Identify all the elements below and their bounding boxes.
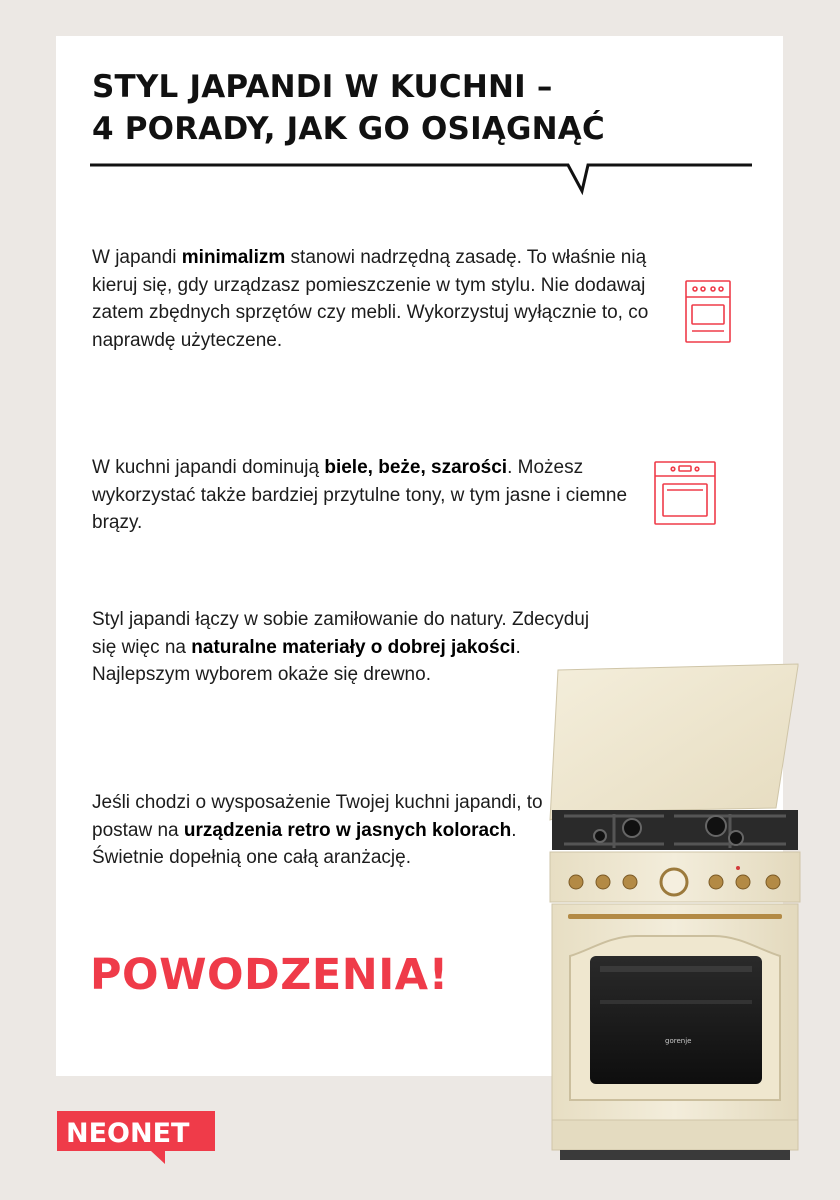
title-line-2: 4 PORADY, JAK GO OSIĄGNĄĆ	[92, 111, 605, 147]
stove-icon	[683, 279, 733, 345]
neonet-logo-text: NEONET	[66, 1118, 190, 1149]
svg-text:gorenje: gorenje	[665, 1037, 692, 1045]
good-luck-heading: POWODZENIA!	[90, 950, 449, 1000]
tip-retro-appliances: Jeśli chodzi o wysposażenie Twojej kuchni japandi, to postaw na urządzenia retro w jasnych kolorach. Świetnie dopełnią one całą aranżację.	[92, 792, 543, 868]
oven-icon	[653, 460, 717, 526]
tip-colors: W kuchni japandi dominują biele, beże, szarości. Możesz wykorzystać także bardziej przytulne tony, w tym jasne i ciemne brązy.	[92, 457, 628, 533]
speech-bubble-underline	[90, 145, 754, 201]
retro-cooker-image	[540, 660, 802, 1162]
tip-minimalism: W japandi minimalizm stanowi nadrzędną zasadę. To właśnie nią kieruj się, gdy urządzasz pomieszczenie w tym stylu. Nie dodawaj zatem zbędnych sprzętów czy mebli. Wykorzystuj wyłącznie to, co naprawdę użyteczene.	[92, 247, 649, 351]
tip-natural-materials: Styl japandi łączy w sobie zamiłowanie do natury. Zdecyduj się więc na naturalne materiały o dobrej jakości. Najlepszym wyborem okaże się drewno.	[92, 609, 590, 685]
page-title	[92, 66, 605, 150]
title-line-1: STYL JAPANDI W KUCHNI –	[92, 69, 553, 105]
